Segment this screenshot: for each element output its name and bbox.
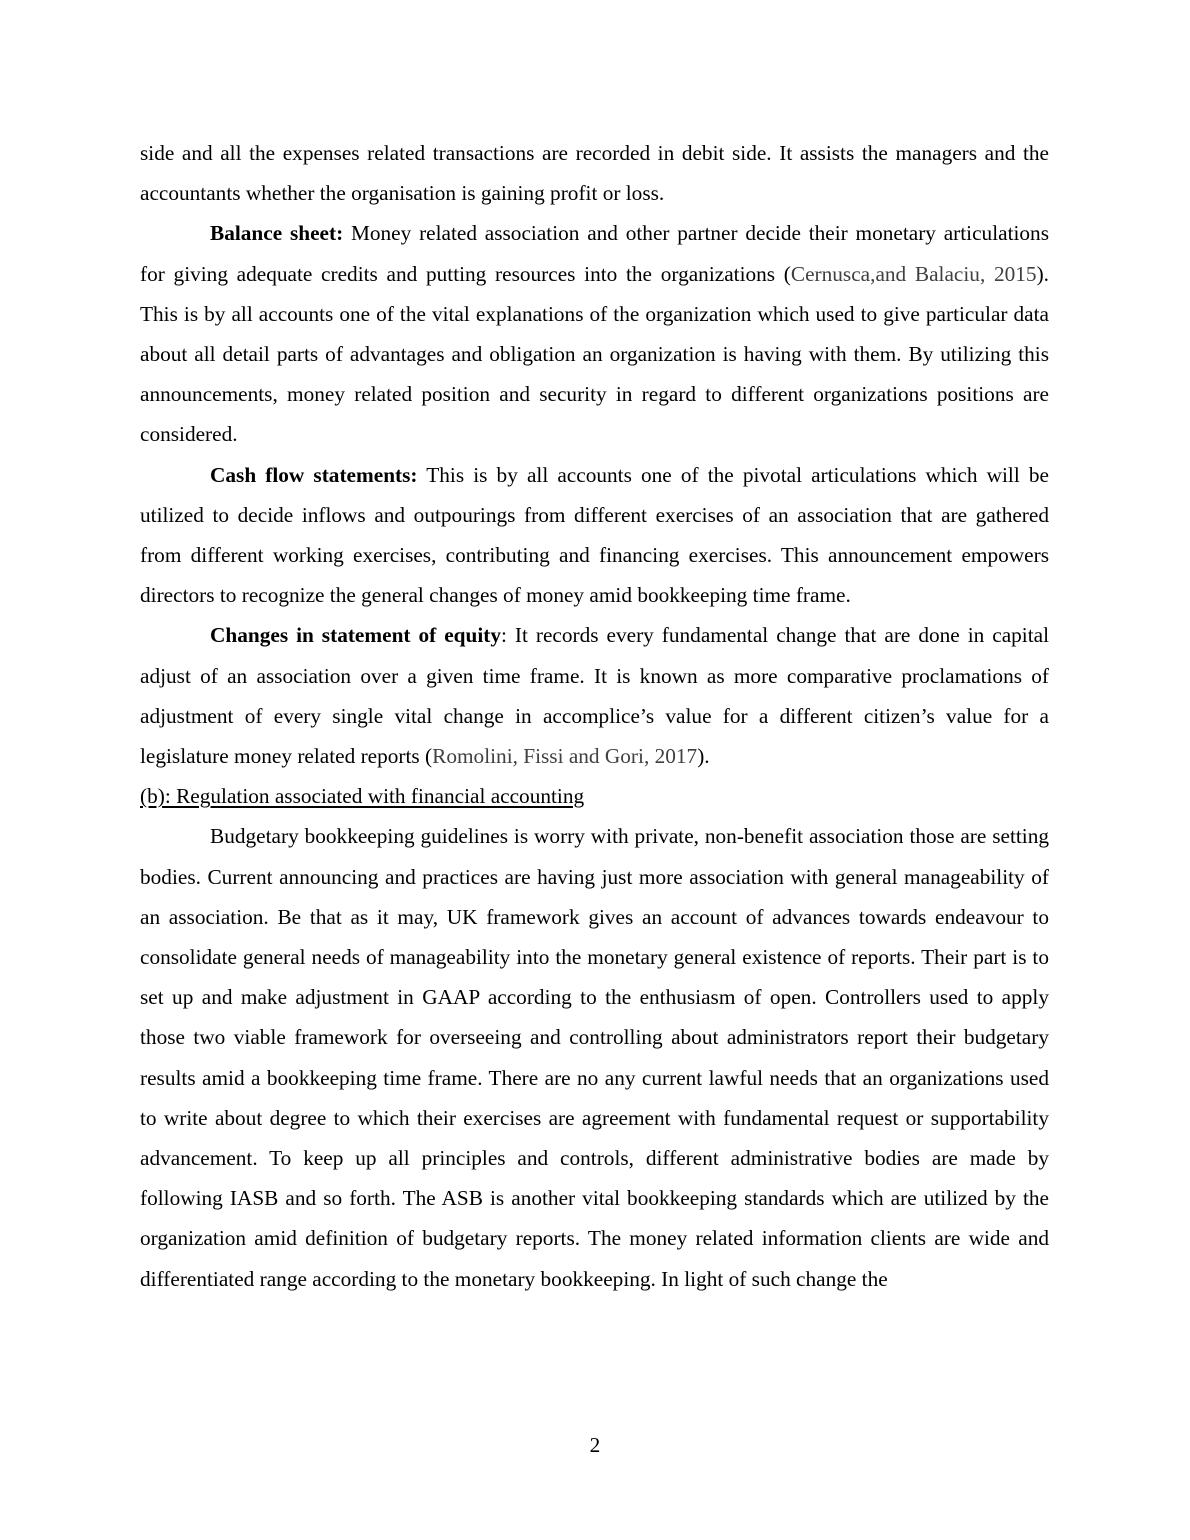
section-heading: (b): Regulation associated with financial accounting (140, 784, 585, 809)
continuation-paragraph (140, 133, 1049, 213)
cash-flow-label: Cash flow statements: (210, 462, 418, 487)
cash-flow-text: This is by all accounts one of the pivotal articulations which will be utilized to decide inflows and outpourings from different exercises of an association that are gathered from different working exercises, contributing and financing exercises. This announcement empowers directors to recognize the general changes of money amid bookkeeping time frame. (140, 462, 1049, 608)
changes-equity-paragraph (140, 615, 1049, 776)
document-page (140, 133, 1049, 1299)
changes-equity-text: : It records every fundamental change that are done in capital adjust of an association over a given time frame. It is known as more comparative proclamations of adjustment of every single vital change in accomplice’s value for a different citizen’s value for a legislature money related reports ( (140, 623, 1049, 769)
changes-equity-citation: Romolini, Fissi and Gori, 2017 (432, 744, 698, 769)
balance-sheet-text-end: ). This is by all accounts one of the vital explanations of the organization which used to give particular data about all detail parts of advantages and obligation an organization is having with them. By utilizing this announcements, money related position and security in regard to different organizations positions are considered. (140, 261, 1049, 447)
balance-sheet-label: Balance sheet: (210, 221, 344, 246)
regulation-text: Budgetary bookkeeping guidelines is worry with private, non-benefit association those are setting bodies. Current announcing and practices are having just more association with general manageability of an association. Be that as it may, UK framework gives an account of advances towards endeavour to consolidate general needs of manageability into the monetary general existence of reports. Their part is to set up and make adjustment in GAAP according to the enthusiasm of open. Controllers used to apply those two viable framework for overseeing and controlling about administrators report their budgetary results amid a bookkeeping time frame. There are no any current lawful needs that an organizations used to write about degree to which their exercises are agreement with fundamental request or supportability advancement. To keep up all principles and controls, different administrative bodies are made by following IASB and so forth. The ASB is another vital bookkeeping standards which are utilized by the organization amid definition of budgetary reports. The money related information clients are wide and differentiated range according to the monetary bookkeeping. In light of such change the (140, 824, 1049, 1291)
cash-flow-paragraph (140, 455, 1049, 616)
balance-sheet-text: Money related association and other partner decide their monetary articulations for giving adequate credits and putting resources into the organizations ( (140, 221, 1049, 286)
balance-sheet-paragraph (140, 213, 1049, 454)
regulation-paragraph (140, 816, 1049, 1298)
changes-equity-text-end: ). (697, 744, 710, 769)
continuation-text: side and all the expenses related transactions are recorded in debit side. It assists the managers and the accountants whether the organisation is gaining profit or loss. (140, 141, 1049, 206)
page-number: 2 (589, 1433, 601, 1457)
changes-equity-label: Changes in statement of equity (210, 623, 501, 648)
balance-sheet-citation: Cernusca,and Balaciu, 2015 (790, 261, 1037, 286)
